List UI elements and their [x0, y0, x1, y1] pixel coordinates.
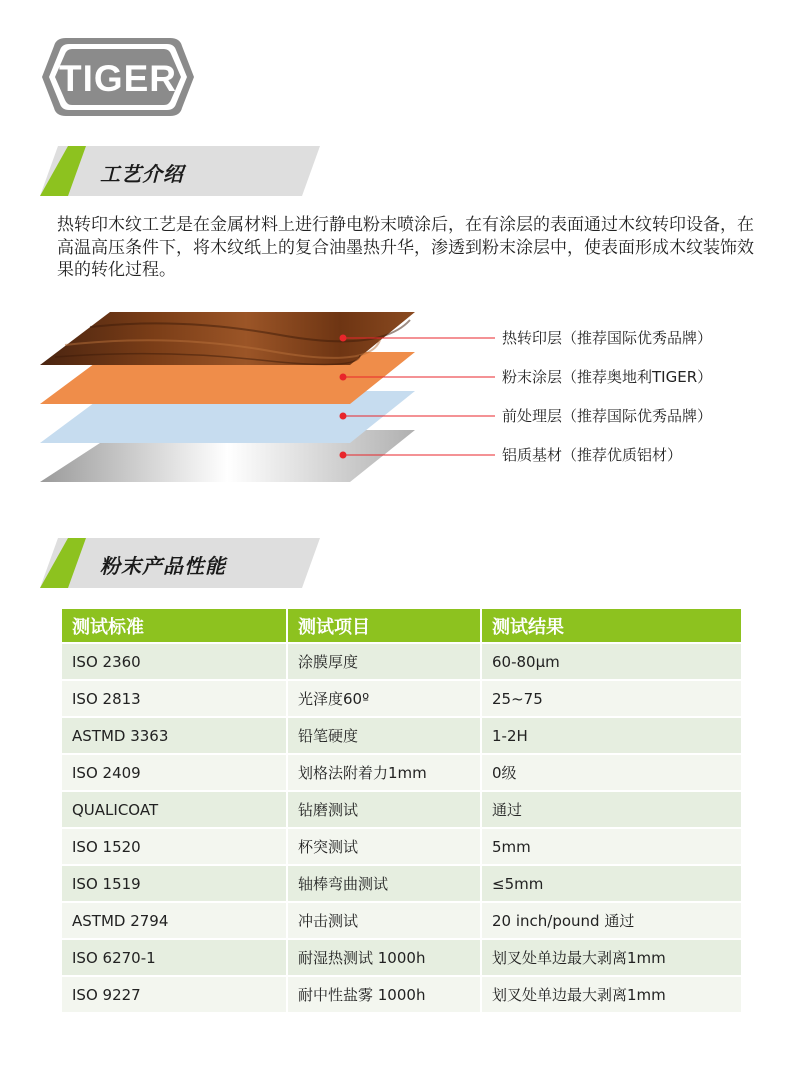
- cell-result: 20 inch/pound 通过: [482, 903, 741, 938]
- cell-item: 轴棒弯曲测试: [288, 866, 480, 901]
- cell-result: 1-2H: [482, 718, 741, 753]
- table-row: [62, 940, 741, 975]
- table-row: [62, 718, 741, 753]
- section-banner-process: [40, 146, 320, 196]
- cell-standard: QUALICOAT: [62, 792, 286, 827]
- cell-result: 划叉处单边最大剥离1mm: [482, 977, 741, 1012]
- performance-table: [60, 607, 743, 1014]
- cell-result: 60-80μm: [482, 644, 741, 679]
- cell-standard: ISO 1519: [62, 866, 286, 901]
- cell-item: 冲击测试: [288, 903, 480, 938]
- table-row: [62, 977, 741, 1012]
- cell-standard: ISO 9227: [62, 977, 286, 1012]
- section-title: 粉末产品性能: [100, 554, 226, 578]
- cell-standard: ASTMD 3363: [62, 718, 286, 753]
- cell-result: ≤5mm: [482, 866, 741, 901]
- cell-result: 通过: [482, 792, 741, 827]
- cell-item: 划格法附着力1mm: [288, 755, 480, 790]
- cell-item: 铅笔硬度: [288, 718, 480, 753]
- logo-text: TIGER: [58, 58, 178, 99]
- cell-item: 涂膜厚度: [288, 644, 480, 679]
- cell-item: 杯突测试: [288, 829, 480, 864]
- cell-result: 划叉处单边最大剥离1mm: [482, 940, 741, 975]
- layer-label-aluminum: 铝质基材（推荐优质铝材）: [502, 446, 683, 464]
- section-banner-performance: [40, 538, 320, 588]
- intro-paragraph: 热转印木纹工艺是在金属材料上进行静电粉末喷涂后，在有涂层的表面通过木纹转印设备，在高温高压条件下，将木纹纸上的复合油墨热升华，渗透到粉末涂层中，使表面形成木纹装饰效果的转化过程。: [57, 215, 754, 280]
- column-header-item: 测试项目: [288, 609, 480, 642]
- cell-standard: ASTMD 2794: [62, 903, 286, 938]
- cell-item: 光泽度60º: [288, 681, 480, 716]
- table-row: [62, 644, 741, 679]
- cell-result: 5mm: [482, 829, 741, 864]
- cell-result: 25~75: [482, 681, 741, 716]
- table-row: [62, 903, 741, 938]
- cell-standard: ISO 1520: [62, 829, 286, 864]
- tiger-logo: [40, 36, 196, 118]
- table-row: [62, 755, 741, 790]
- layer-label-pretreatment: 前处理层（推荐国际优秀品牌）: [502, 407, 713, 425]
- table-row: [62, 792, 741, 827]
- cell-item: 耐湿热测试 1000h: [288, 940, 480, 975]
- layer-label-powder: 粉末涂层（推荐奥地利TIGER）: [502, 368, 713, 386]
- section-title: 工艺介绍: [100, 162, 184, 186]
- cell-standard: ISO 2409: [62, 755, 286, 790]
- cell-item: 钻磨测试: [288, 792, 480, 827]
- cell-standard: ISO 2360: [62, 644, 286, 679]
- cell-standard: ISO 6270-1: [62, 940, 286, 975]
- layer-label-transfer: 热转印层（推荐国际优秀品牌）: [502, 329, 713, 347]
- cell-item: 耐中性盐雾 1000h: [288, 977, 480, 1012]
- column-header-result: 测试结果: [482, 609, 741, 642]
- table-header-row: [62, 609, 741, 642]
- cell-result: 0级: [482, 755, 741, 790]
- cell-standard: ISO 2813: [62, 681, 286, 716]
- column-header-standard: 测试标准: [62, 609, 286, 642]
- table-row: [62, 681, 741, 716]
- table-row: [62, 829, 741, 864]
- table-row: [62, 866, 741, 901]
